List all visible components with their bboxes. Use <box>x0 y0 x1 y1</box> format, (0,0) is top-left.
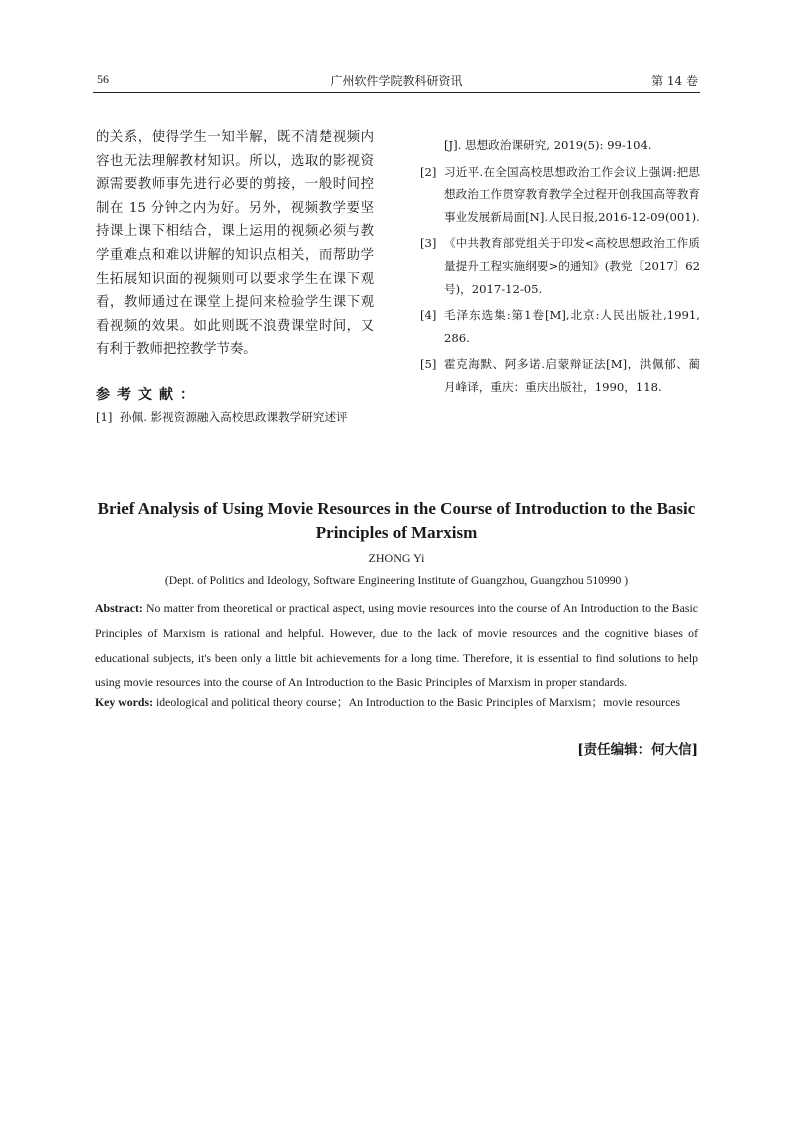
reference-1-start <box>96 407 376 431</box>
references-column-right <box>420 134 700 403</box>
abstract-label: Abstract: <box>95 601 143 615</box>
author-name: ZHONG Yi <box>368 551 425 565</box>
reference-text: 《中共教育部党组关于印发<高校思想政治工作质量提升工程实施纲要>的通知》(教党〔2017〕62号)，2017-12-05. <box>444 236 700 296</box>
english-abstract <box>95 596 698 695</box>
reference-number: [1] <box>96 410 113 424</box>
reference-number: [4] <box>420 308 437 323</box>
keywords-text: ideological and political theory course；An Introduction to the Basic Principles of Marxism；movie resources <box>153 695 681 709</box>
page-number: 56 <box>97 72 109 86</box>
journal-name: 广州软件学院教科研资讯 <box>330 74 463 88</box>
body-paragraph: 的关系，使得学生一知半解，既不清楚视频内容也无法理解教材知识。所以，选取的影视资源需要教师事先进行必要的剪接，一般时间控制在 15 分钟之内为好。另外，视频教学要坚持课上课下相结合，课上运用的视频必须与教学重难点和难以讲解的知识点相关，而帮助学生拓展知识面的视频则可以要求学生在课下观看，教师通过在课堂上提问来检验学生课下观看视频的效果。如此则既不浪费课堂时间，又有利于教师把控教学节奏。 <box>96 130 374 358</box>
editor-note: [责任编辑：何大信] <box>577 742 698 758</box>
reference-item <box>420 304 700 349</box>
author-affiliation: (Dept. of Politics and Ideology, Software Engineering Institute of Guangzhou, Guangzhou 510990 ) <box>164 574 629 587</box>
reference-number: [3] <box>420 236 437 251</box>
english-keywords <box>95 693 705 710</box>
reference-item <box>420 353 700 398</box>
references-heading: 参考文献： <box>96 387 201 403</box>
reference-item <box>420 161 700 229</box>
reference-text: 霍克海默、阿多诺.启蒙辩证法[M]，洪佩郁、蔺月峰译，重庆：重庆出版社，1990，118. <box>444 357 700 394</box>
reference-number: [2] <box>420 164 437 179</box>
keywords-label: Key words: <box>95 695 153 709</box>
reference-text: 毛泽东选集:第1卷[M],北京:人民出版社,1991, 286. <box>444 308 700 345</box>
abstract-text: No matter from theoretical or practical aspect, using movie resources into the course of An Introduction to the Basic Principles of Marxism is rational and helpful. However, due to the lack of movie resources and the cognitive biases of educational subjects, it's been only a little bit achievements for a long time. Therefore, it is essential to find solutions to help using movie resources into the course of An Introduction to the Basic Principles of Marxism in proper standards. <box>95 601 698 690</box>
reference-number: [5] <box>420 357 437 372</box>
reference-1-continued <box>444 134 700 157</box>
reference-text: [J]. 思想政治课研究, 2019(5): 99-104. <box>444 138 652 152</box>
reference-text: 习近平.在全国高校思想政治工作会议上强调:把思想政治工作贯穿教育教学全过程开创我国高等教育事业发展新局面[N].人民日报,2016-12-09(001). <box>444 164 700 224</box>
running-header <box>93 70 700 93</box>
body-column-left <box>96 126 374 362</box>
english-title: Brief Analysis of Using Movie Resources in the Course of Introduction to the Basic Principles of Marxism <box>97 499 696 542</box>
volume-label: 第 14 卷 <box>651 74 698 88</box>
reference-item <box>420 232 700 300</box>
reference-text: 孙佩. 影视资源融入高校思政课教学研究述评 <box>120 410 348 424</box>
